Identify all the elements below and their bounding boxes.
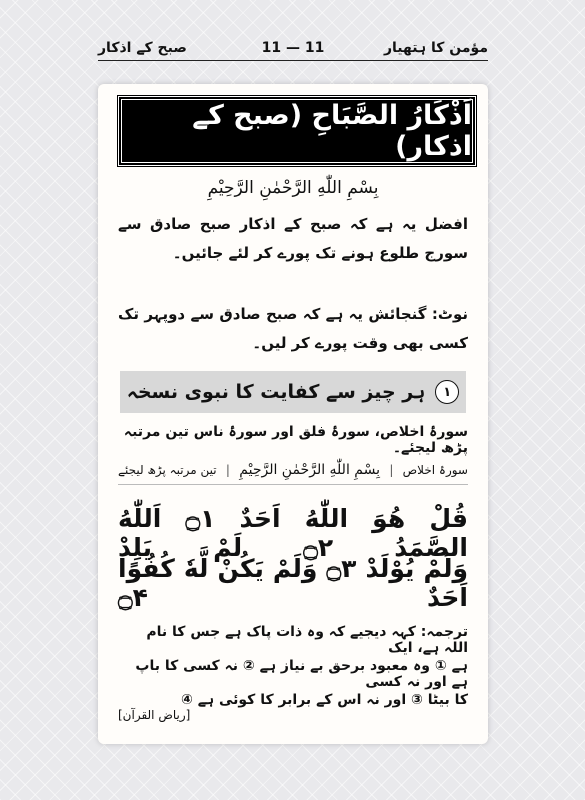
verse-line: وَلَمْ یُوْلَدْ ۝۳ وَلَمْ یَكُنْ لَّهٗ كُفُوًا اَحَدٌ ۝۴ <box>118 554 468 612</box>
page-title: اَذْکَارُ الصَّبَاحِ (صبح کے اذکار) <box>192 100 472 162</box>
intro-paragraph: افضل یہ ہے کہ صبح کے اذکار صبح صادق سے سورج طلوع ہونے تک پورے کر لئے جائیں۔ <box>118 215 468 262</box>
surah-label: سورۂ اخلاص <box>402 463 468 477</box>
page-number: 11 — 11 <box>261 40 325 56</box>
divider: | <box>389 463 394 477</box>
content-card <box>98 84 488 744</box>
divider: | <box>225 463 230 477</box>
bismillah: بِسْمِ اللّٰهِ الرَّحْمٰنِ الرَّحِیْمِ <box>207 178 379 198</box>
translation-line: ترجمہ: کہہ دیجیے کہ وہ ذات پاک ہے جس کا نام اللہ ہے، ایک <box>146 624 468 656</box>
book-title: مؤمن کا ہتھیار <box>383 40 488 56</box>
translation-text: کا بیٹا ③ اور نہ اس کے برابر کا کوئی ہے ④ <box>180 692 468 708</box>
repeat-instruction: تین مرتبہ پڑھ لیجئے <box>118 463 217 477</box>
reference-bismillah: بِسْمِ اللّٰهِ الرَّحْمٰنِ الرَّحِیْمِ <box>239 462 380 478</box>
section-heading <box>120 371 466 413</box>
translation-source: [ریاض القرآن] <box>118 708 191 722</box>
translation-line: ہے ① وہ معبود برحق بے نیاز ہے ② نہ کسی کا باپ ہے اور نہ کسی <box>135 658 468 690</box>
note-paragraph: نوٹ: گنجائش یہ ہے کہ صبح صادق سے دوپہر تک کسی بھی وقت پورے کر لیں۔ <box>118 305 468 352</box>
translation-line <box>118 692 468 722</box>
verse-line: قُلْ هُوَ اللّٰهُ اَحَدٌ ۝۱ اَللّٰهُ الصَّمَدُ ۝۲ لَمْ یَلِدْ <box>118 504 469 562</box>
section-number-badge: ۱ <box>435 380 459 404</box>
chapter-title: صبح کے اذکار <box>98 40 187 56</box>
title-banner <box>118 96 476 166</box>
section-heading-text: ہر چیز سے کفایت کا نبوی نسخہ <box>126 381 426 403</box>
page-header <box>98 38 488 61</box>
instruction-text: سورۂ اخلاص، سورۂ فلق اور سورۂ ناس تین مرتبہ پڑھ لیجئے۔ <box>123 424 468 456</box>
reference-row <box>118 456 468 485</box>
